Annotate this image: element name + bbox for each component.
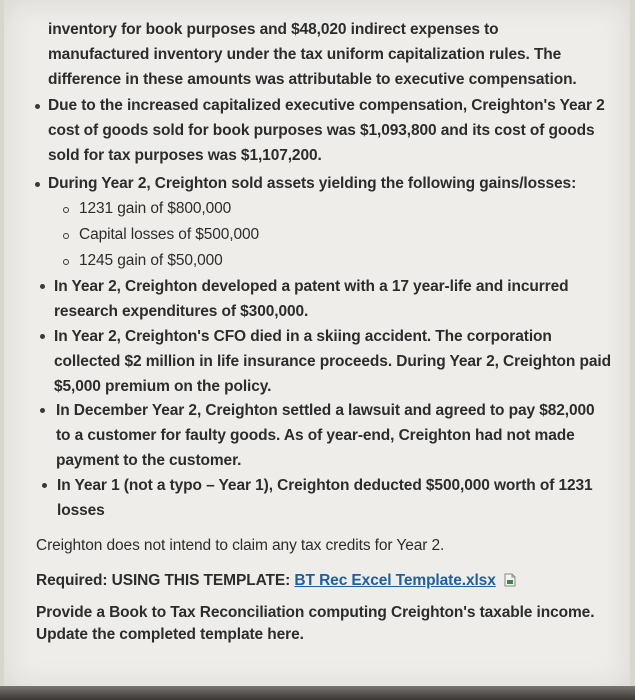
instructions-line-1: Provide a Book to Tax Reconciliation computing Creighton's taxable income. (36, 604, 595, 621)
bullet-4-line-2: collected $2 million in life insurance proceeds. During Year 2, Creighton paid (54, 353, 611, 370)
bullet-4-line-3: $5,000 premium on the policy. (54, 378, 272, 395)
sub-bullet-2: Capital losses of $500,000 (79, 226, 260, 243)
bullet-3-line-1: In Year 2, Creighton developed a patent with a 17 year-life and incurred (54, 278, 569, 295)
sub-bullet-3: 1245 gain of $50,000 (79, 252, 223, 269)
bullet-4-line-1: In Year 2, Creighton's CFO died in a skiing accident. The corporation (54, 328, 552, 345)
intro-line-2: manufactured inventory under the tax uniform capitalization rules. The (48, 46, 562, 63)
document-page (4, 0, 630, 690)
bullet-5-line-1: In December Year 2, Creighton settled a lawsuit and agreed to pay $82,000 (56, 402, 595, 419)
bullet-1-line-1: Due to the increased capitalized executive compensation, Creighton's Year 2 (48, 97, 605, 114)
bullet-dot (40, 408, 45, 413)
screen-bottom-edge (0, 686, 635, 700)
instructions-line-2: Update the completed template here. (36, 626, 304, 643)
bullet-6-line-1: In Year 1 (not a typo – Year 1), Creighton deducted $500,000 worth of 1231 (57, 477, 593, 494)
bullet-dot (35, 182, 40, 187)
sub-bullet-circle (63, 207, 69, 213)
bullet-1-line-2: cost of goods sold for book purposes was $1,093,800 and its cost of goods (48, 122, 595, 139)
bullet-dot (40, 284, 45, 289)
bullet-3-line-2: research expenditures of $300,000. (54, 303, 309, 320)
required-line (36, 571, 516, 593)
template-link[interactable]: BT Rec Excel Template.xlsx (294, 572, 496, 589)
tax-credit-note: Creighton does not intend to claim any tax credits for Year 2. (36, 537, 445, 554)
bullet-1-line-3: sold for tax purposes was $1,107,200. (48, 147, 322, 164)
required-label: Required: USING THIS TEMPLATE: (36, 572, 291, 589)
bullet-5-line-3: payment to the customer. (56, 452, 242, 469)
bullet-dot (42, 483, 47, 488)
bullet-dot (40, 334, 45, 339)
sub-bullet-circle (63, 259, 69, 265)
bullet-dot (35, 104, 40, 109)
bullet-2-line-1: During Year 2, Creighton sold assets yielding the following gains/losses: (48, 175, 577, 192)
sub-bullet-circle (63, 233, 69, 239)
intro-line-1: inventory for book purposes and $48,020 indirect expenses to (48, 21, 499, 38)
bullet-6-line-2: losses (57, 502, 105, 519)
sub-bullet-1: 1231 gain of $800,000 (79, 200, 232, 217)
file-attachment-icon[interactable] (504, 573, 516, 593)
bullet-5-line-2: to a customer for faulty goods. As of year-end, Creighton had not made (56, 427, 575, 444)
intro-line-3: difference in these amounts was attributable to executive compensation. (48, 71, 577, 88)
